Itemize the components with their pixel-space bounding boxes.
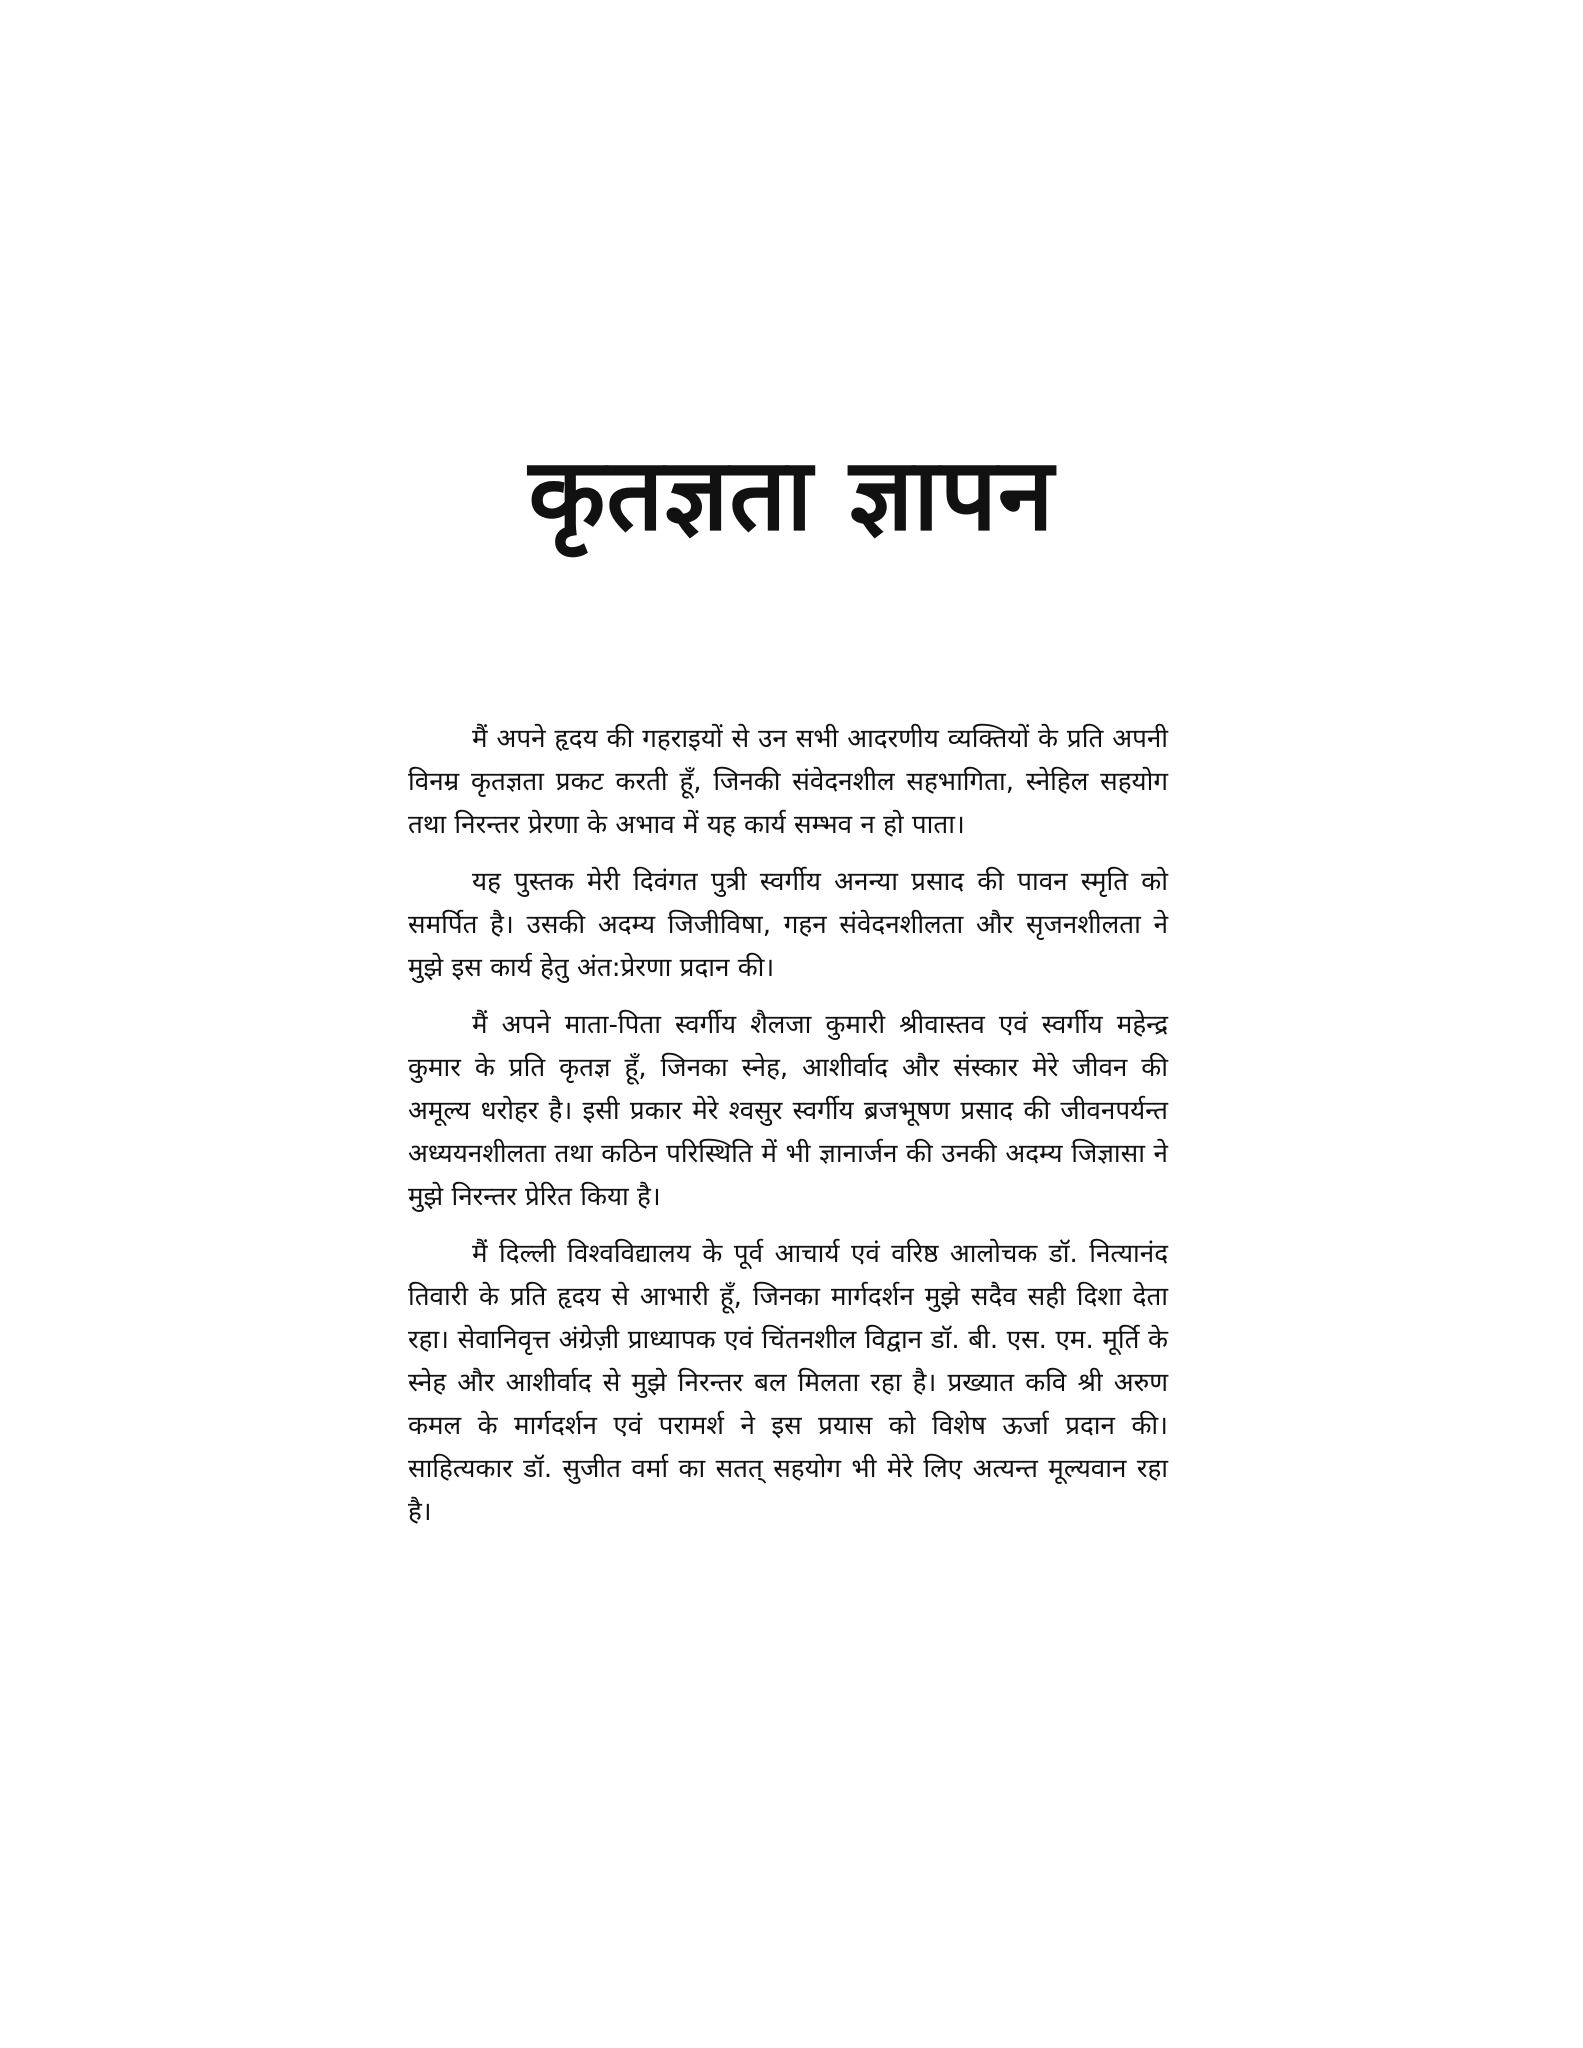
page-title: कृतज्ञता ज्ञापन (528, 436, 1055, 553)
paragraph-4: मैं दिल्ली विश्वविद्यालय के पूर्व आचार्य एवं वरिष्ठ आलोचक डॉ. नित्यानंद तिवारी के प्रति हृदय से आभारी हूँ, जिनका मार्गदर्शन मुझे सदैव सही दिशा देता रहा। सेवानिवृत्त अंग्रेज़ी प्राध्यापक एवं चिंतनशील विद्वान डॉ. बी. एस. एम. मूर्ति के स्नेह और आशीर्वाद से मुझे निरन्तर बल मिलता रहा है। प्रख्यात कवि श्री अरुण कमल के मार्गदर्शन एवं परामर्श ने इस प्रयास को विशेष ऊर्जा प्रदान की। साहित्यकार डॉ. सुजीत वर्मा का सतत् सहयोग भी मेरे लिए अत्यन्त मूल्यवान रहा है। (408, 1239, 1168, 1527)
paragraph-2: यह पुस्तक मेरी दिवंगत पुत्री स्वर्गीय अनन्या प्रसाद की पावन स्मृति को समर्पित है। उसकी अदम्य जिजीविषा, गहन संवेदनशीलता और सृजनशीलता ने मुझे इस कार्य हेतु अंत:प्रेरणा प्रदान की। (408, 867, 1168, 983)
paragraph-3: मैं अपने माता-पिता स्वर्गीय शैलजा कुमारी श्रीवास्तव एवं स्वर्गीय महेन्द्र कुमार के प्रति कृतज्ञ हूँ, जिनका स्नेह, आशीर्वाद और संस्कार मेरे जीवन की अमूल्य धरोहर है। इसी प्रकार मेरे श्वसुर स्वर्गीय ब्रजभूषण प्रसाद की जीवनपर्यन्त अध्ययनशीलता तथा कठिन परिस्थिति में भी ज्ञानार्जन की उनकी अदम्य जिज्ञासा ने मुझे निरन्तर प्रेरित किया है। (408, 1010, 1168, 1212)
acknowledgement-body (408, 718, 1168, 1548)
paragraph-1: मैं अपने हृदय की गहराइयों से उन सभी आदरणीय व्यक्तियों के प्रति अपनी विनम्र कृतज्ञता प्रकट करती हूँ, जिनकी संवेदनशील सहभागिता, स्नेहिल सहयोग तथा निरन्तर प्रेरणा के अभाव में यह कार्य सम्भव न हो पाता। (408, 724, 1168, 840)
